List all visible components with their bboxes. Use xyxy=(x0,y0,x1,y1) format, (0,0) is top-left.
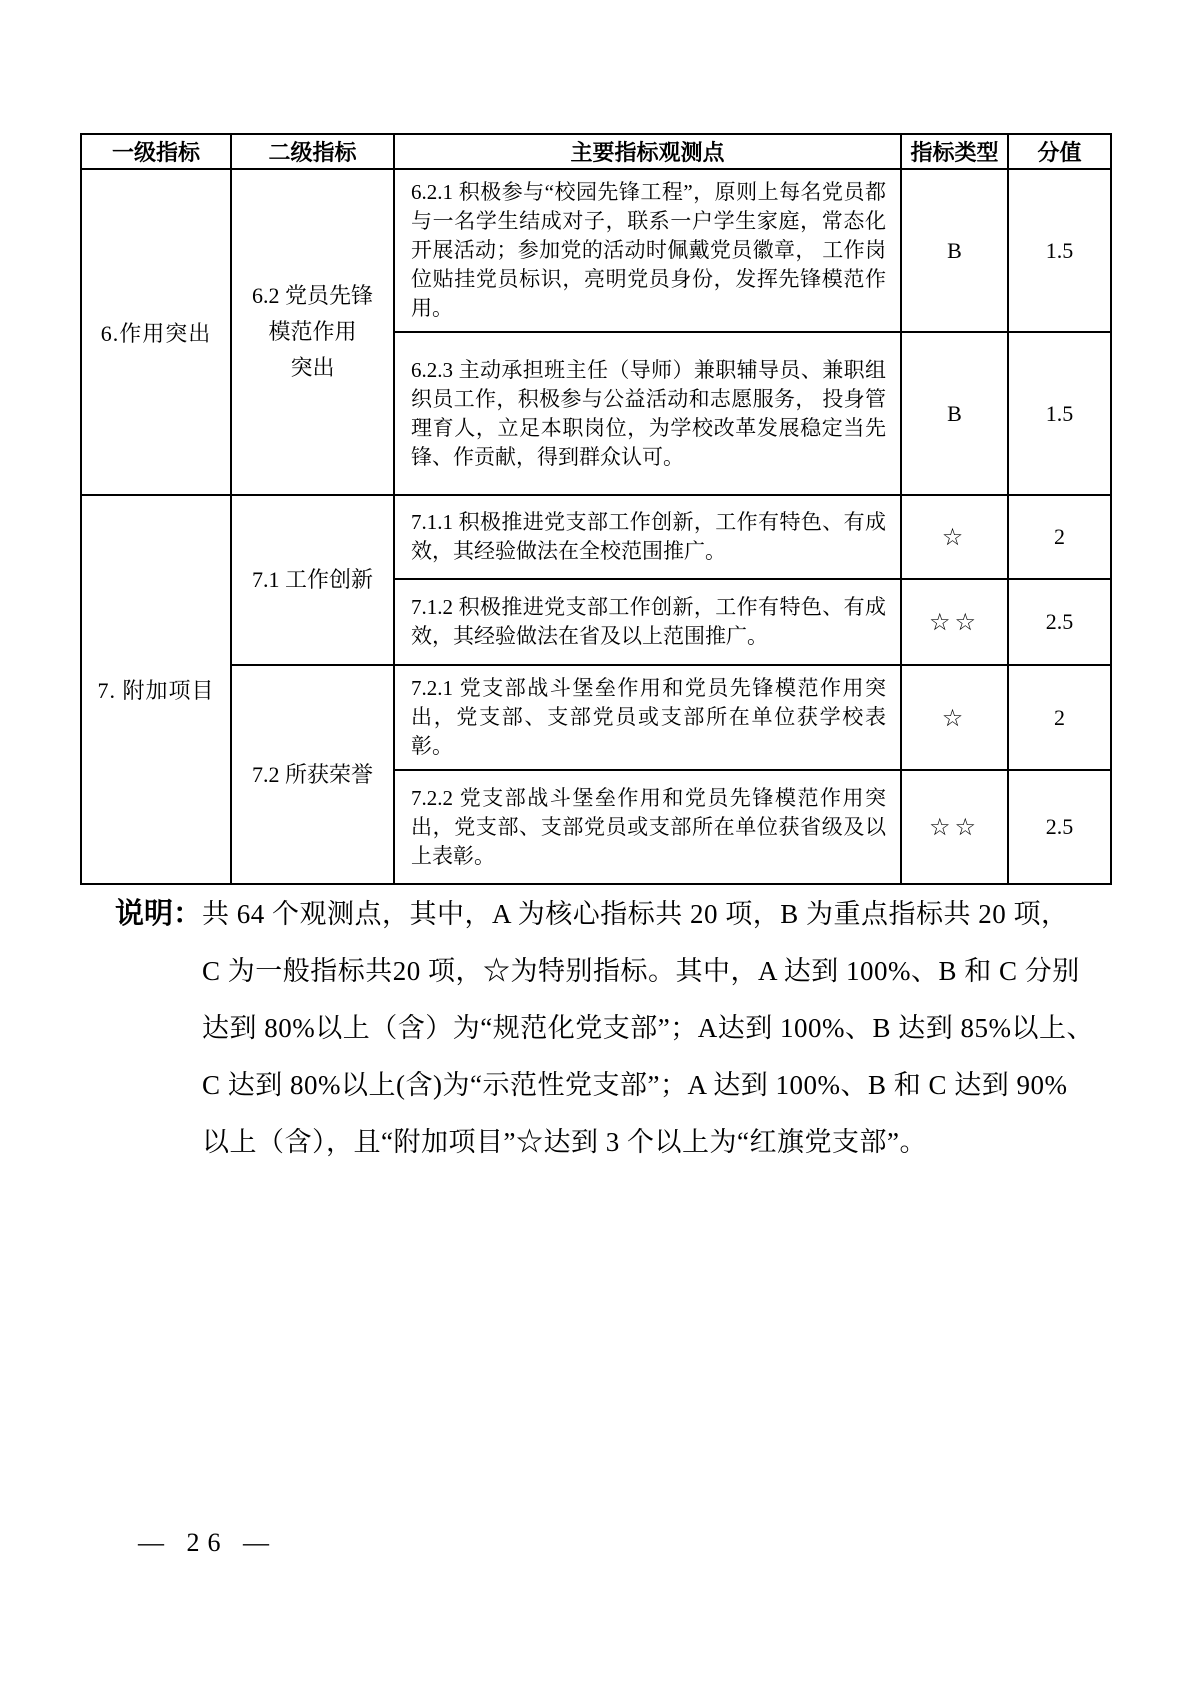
table-row xyxy=(81,495,1111,579)
level2-s72-cell: 7.2 所获荣誉 xyxy=(231,665,394,884)
observation-621-type: B xyxy=(901,169,1008,332)
note-body xyxy=(202,886,1094,1171)
level1-sec6-cell: 6.作用突出 xyxy=(81,169,231,495)
header-observation: 主要指标观测点 xyxy=(394,134,901,169)
page-number: — 26 — xyxy=(138,1528,277,1557)
header-level2: 二级指标 xyxy=(231,134,394,169)
note-line: C 达到 80%以上(含)为“示范性党支部”；A 达到 100%、B 和 C 达到 90% xyxy=(202,1070,1068,1100)
observation-623-type: B xyxy=(901,332,1008,495)
note-line: 以上（含），且“附加项目”☆达到 3 个以上为“红旗党支部”。 xyxy=(202,1127,927,1157)
header-type: 指标类型 xyxy=(901,134,1008,169)
header-level1: 一级指标 xyxy=(81,134,231,169)
observation-621-text: 6.2.1 积极参与“校园先锋工程”，原则上每名党员都与一名学生结成对子，联系一户学生家庭，常态化开展活动；参加党的活动时佩戴党员徽章， 工作岗位贴挂党员标识，亮明党员身份，发挥先锋模范作用。 xyxy=(394,169,901,332)
observation-711-type-star-icon: ☆ xyxy=(901,495,1008,579)
table-row xyxy=(81,169,1111,332)
observation-721-type-star-icon: ☆ xyxy=(901,665,1008,770)
header-score: 分值 xyxy=(1008,134,1111,169)
note-line: C 为一般指标共20 项，☆为特别指标。其中，A 达到 100%、B 和 C 分别 xyxy=(202,956,1080,986)
indicator-table xyxy=(80,133,1112,885)
note-line: 共 64 个观测点，其中，A 为核心指标共 20 项，B 为重点指标共 20 项， xyxy=(202,899,1069,929)
level2-s62-line3: 突出 xyxy=(290,355,335,380)
observation-721-score: 2 xyxy=(1008,665,1111,770)
observation-722-score: 2.5 xyxy=(1008,770,1111,884)
explanation-note xyxy=(115,886,1094,1171)
note-line: 达到 80%以上（含）为“规范化党支部”；A达到 100%、B 达到 85%以上、 xyxy=(202,1013,1094,1043)
level2-s62-line1: 6.2 党员先锋 xyxy=(251,283,373,308)
observation-711-score: 2 xyxy=(1008,495,1111,579)
table-row xyxy=(81,665,1111,770)
table-header-row xyxy=(81,134,1111,169)
observation-722-type-star-icon: ☆☆ xyxy=(901,770,1008,884)
observation-711-text: 7.1.1 积极推进党支部工作创新，工作有特色、有成效，其经验做法在全校范围推广。 xyxy=(394,495,901,579)
level1-sec7-cell: 7. 附加项目 xyxy=(81,495,231,884)
observation-712-score: 2.5 xyxy=(1008,579,1111,665)
level2-s62-line2: 模范作用 xyxy=(268,319,357,344)
observation-722-text: 7.2.2 党支部战斗堡垒作用和党员先锋模范作用突出，党支部、支部党员或支部所在单位获省级及以上表彰。 xyxy=(394,770,901,884)
level2-s62-cell xyxy=(231,169,394,495)
observation-623-score: 1.5 xyxy=(1008,332,1111,495)
observation-623-text: 6.2.3 主动承担班主任（导师）兼职辅导员、兼职组织员工作，积极参与公益活动和志愿服务， 投身管理育人，立足本职岗位，为学校改革发展稳定当先锋、作贡献，得到群众认可。 xyxy=(394,332,901,495)
observation-712-type-star-icon: ☆☆ xyxy=(901,579,1008,665)
observation-712-text: 7.1.2 积极推进党支部工作创新，工作有特色、有成效，其经验做法在省及以上范围推广。 xyxy=(394,579,901,665)
observation-721-text: 7.2.1 党支部战斗堡垒作用和党员先锋模范作用突出，党支部、支部党员或支部所在单位获学校表彰。 xyxy=(394,665,901,770)
note-label: 说明： xyxy=(115,898,203,930)
level2-s71-cell: 7.1 工作创新 xyxy=(231,495,394,665)
observation-621-score: 1.5 xyxy=(1008,169,1111,332)
